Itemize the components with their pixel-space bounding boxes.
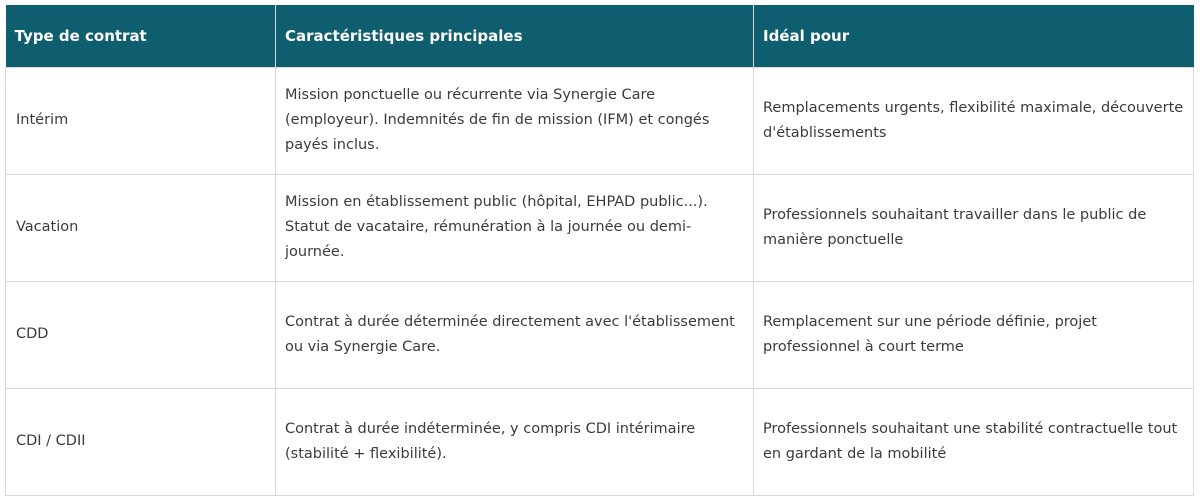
cell-ideal-for: Remplacement sur une période définie, projet professionnel à court terme — [754, 281, 1194, 388]
table-row — [6, 281, 1194, 388]
cell-contract-type: CDD — [6, 281, 276, 388]
cell-characteristics: Mission ponctuelle ou récurrente via Synergie Care (employeur). Indemnités de fin de mission (IFM) et congés payés inclus. — [276, 67, 754, 174]
table-row — [6, 388, 1194, 495]
header-row — [6, 5, 1194, 67]
cell-contract-type: Vacation — [6, 174, 276, 281]
table-header — [6, 5, 1194, 67]
table-row — [6, 174, 1194, 281]
cell-characteristics: Mission en établissement public (hôpital, EHPAD public...). Statut de vacataire, rémunération à la journée ou demi-journée. — [276, 174, 754, 281]
cell-contract-type: Intérim — [6, 67, 276, 174]
cell-contract-type: CDI / CDII — [6, 388, 276, 495]
header-ideal-for: Idéal pour — [754, 5, 1194, 67]
cell-characteristics: Contrat à durée indéterminée, y compris CDI intérimaire (stabilité + flexibilité). — [276, 388, 754, 495]
contract-types-table — [5, 5, 1194, 496]
cell-ideal-for: Remplacements urgents, flexibilité maximale, découverte d'établissements — [754, 67, 1194, 174]
table-row — [6, 67, 1194, 174]
cell-ideal-for: Professionnels souhaitant une stabilité contractuelle tout en gardant de la mobilité — [754, 388, 1194, 495]
header-main-characteristics: Caractéristiques principales — [276, 5, 754, 67]
contract-types-table-container — [5, 5, 1193, 496]
table-body — [6, 67, 1194, 495]
header-contract-type: Type de contrat — [6, 5, 276, 67]
cell-characteristics: Contrat à durée déterminée directement avec l'établissement ou via Synergie Care. — [276, 281, 754, 388]
cell-ideal-for: Professionnels souhaitant travailler dans le public de manière ponctuelle — [754, 174, 1194, 281]
